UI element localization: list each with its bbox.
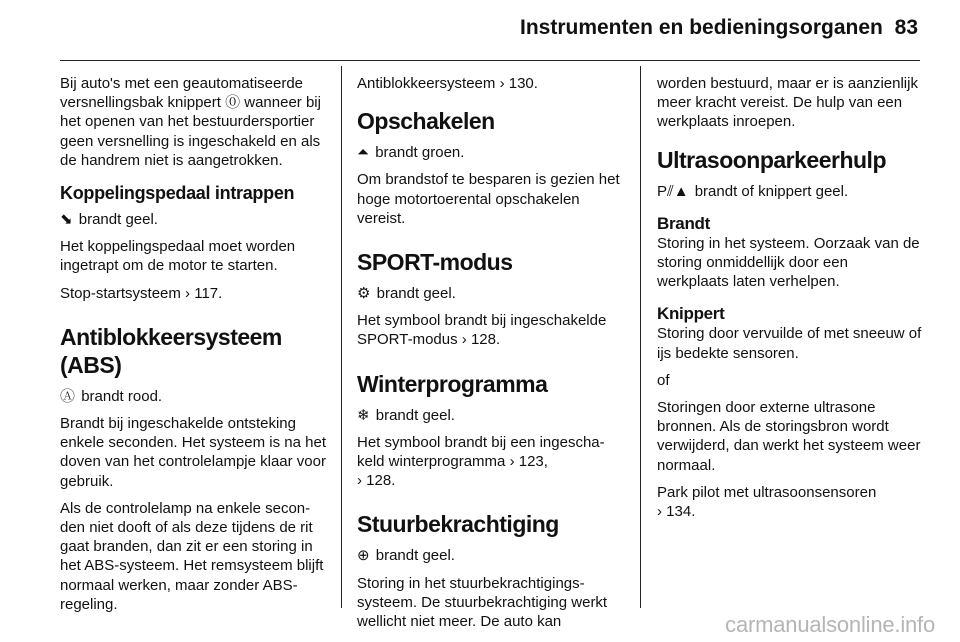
- clutch-warning-icon: ⬊: [60, 211, 73, 229]
- upshift-status: [357, 143, 625, 162]
- winter-status: [357, 406, 625, 425]
- sport-text: [357, 311, 625, 349]
- parking-status: [657, 182, 923, 201]
- clutch-ref-text: Stop-startsysteem: [60, 284, 181, 302]
- sport-heading: SPORT-modus: [357, 249, 513, 276]
- upshift-status-text: brandt groen.: [375, 144, 465, 162]
- page-number: 83: [894, 16, 918, 39]
- blink-text: Storing door vervuilde of met sneeuw of ijs bedekte sensoren.: [657, 325, 922, 362]
- clutch-reference: [60, 284, 326, 303]
- winter-ref-page-2: 128.: [366, 472, 396, 490]
- abs-reference: [357, 74, 625, 93]
- column-1: [60, 74, 326, 622]
- clutch-status: [60, 210, 326, 229]
- abs-ref-page: 130.: [508, 75, 538, 92]
- winter-text-body: Het symbool brandt bij een ingeschakeld winterprogramma: [357, 433, 605, 471]
- steering-heading: Stuurbekrachtiging: [357, 511, 559, 538]
- blink-heading: Knippert: [657, 304, 725, 324]
- clutch-ref-page: 117.: [194, 284, 223, 302]
- sport-ref-page: 128.: [470, 331, 501, 349]
- sport-status: [357, 284, 625, 303]
- column-divider-2: [640, 66, 641, 608]
- abs-status: [60, 387, 326, 406]
- upshift-text: Om brandstof te besparen is gezien het hoge motortoerental opschakelen vereist.: [357, 171, 620, 227]
- page-ref-arrow-icon: ›: [357, 472, 362, 490]
- steering-text: Storing in het stuurbekrachtigingssysteem. De stuurbekrachtiging werkt wellicht niet meer. De auto kan: [357, 574, 608, 631]
- column-divider-1: [341, 66, 342, 608]
- abs-warning-icon: Ⓐ: [60, 387, 76, 405]
- page-ref-arrow-icon: ›: [499, 75, 505, 92]
- abs-text-2: Als de controlelamp na enkele seconden niet dooft of als deze tijdens de rit gaat branden, dan zit er een storing in het ABS-systeem. Het remsysteem blijft normaal werken, maar zonder ABS-regeling.: [60, 499, 324, 613]
- winter-heading: Winterprogramma: [357, 370, 548, 397]
- sport-status-text: brandt geel.: [376, 285, 456, 303]
- or-text: of: [657, 371, 670, 389]
- parking-status-text: brandt of knippert geel.: [694, 182, 849, 200]
- lit-heading: Brandt: [657, 213, 710, 233]
- page-ref-arrow-icon: ›: [461, 331, 467, 349]
- park-pilot-ref-page: 134.: [666, 503, 696, 521]
- abs-status-text: brandt rood.: [81, 387, 163, 405]
- abs-heading: Antiblokkeersysteem (ABS): [60, 323, 282, 378]
- steering-warning-icon: ⊕: [357, 547, 370, 565]
- park-pilot-text: Park pilot met ultrasoonsensoren: [657, 483, 877, 501]
- abs-text-1: Brandt bij ingeschakelde ontsteking enkele seconden. Het systeem is na het doven van het controlelampje klaar voor gebruik.: [60, 415, 326, 490]
- park-pilot-reference: [657, 483, 923, 521]
- upshift-icon: ⏶: [357, 144, 370, 162]
- column-3: [657, 74, 923, 529]
- parking-sensor-icon: P⫽▲: [657, 182, 689, 200]
- intro-paragraph: Bij auto's met een geautomatiseerde versnellingsbak knippert ⓪ wanneer bij het openen van het bestuurdersportier geen versnelling is ingeschakeld en als de handrem niet is aangetrokken.: [60, 75, 321, 169]
- winter-ref-page-1: 123,: [518, 453, 548, 471]
- abs-ref-text: Antiblokkeersysteem: [357, 75, 496, 92]
- winter-status-text: brandt geel.: [375, 406, 455, 424]
- winter-text: [357, 433, 625, 491]
- page-ref-arrow-icon: ›: [509, 453, 515, 471]
- watermark: carmanualsonline.info: [725, 612, 935, 637]
- page-ref-arrow-icon: ›: [185, 284, 191, 302]
- steering-text-continued: worden bestuurd, maar er is aanzienlijk meer kracht vereist. De hulp van een werkplaats inroepen.: [657, 75, 918, 131]
- sport-mode-icon: ⚙: [357, 285, 371, 303]
- clutch-heading: Koppelingspedaal intrappen: [60, 183, 295, 204]
- column-2: [357, 74, 625, 639]
- steering-status: [357, 546, 625, 565]
- upshift-heading: Opschakelen: [357, 108, 495, 135]
- external-source-text: Storingen door externe ultrasone bronnen. Als de storingsbron wordt verwijderd, dan werkt het systeem weer normaal.: [657, 399, 921, 474]
- steering-status-text: brandt geel.: [375, 547, 455, 565]
- header-divider: [60, 60, 920, 61]
- clutch-text: Het koppelingspedaal moet worden ingetrapt om de motor te starten.: [60, 238, 296, 275]
- clutch-status-text: brandt geel.: [78, 211, 158, 229]
- page-title: Instrumenten en bedieningsorganen: [520, 16, 883, 39]
- lit-text: Storing in het systeem. Oorzaak van de storing onmiddellijk door een werkplaats laten verhelpen.: [657, 234, 920, 291]
- sport-text-body: Het symbool brandt bij ingeschakelde SPORT-modus: [357, 312, 607, 349]
- page-ref-arrow-icon: ›: [657, 503, 662, 521]
- parking-assist-heading: Ultrasoonparkeerhulp: [657, 146, 886, 173]
- winter-mode-icon: ❄: [357, 406, 370, 424]
